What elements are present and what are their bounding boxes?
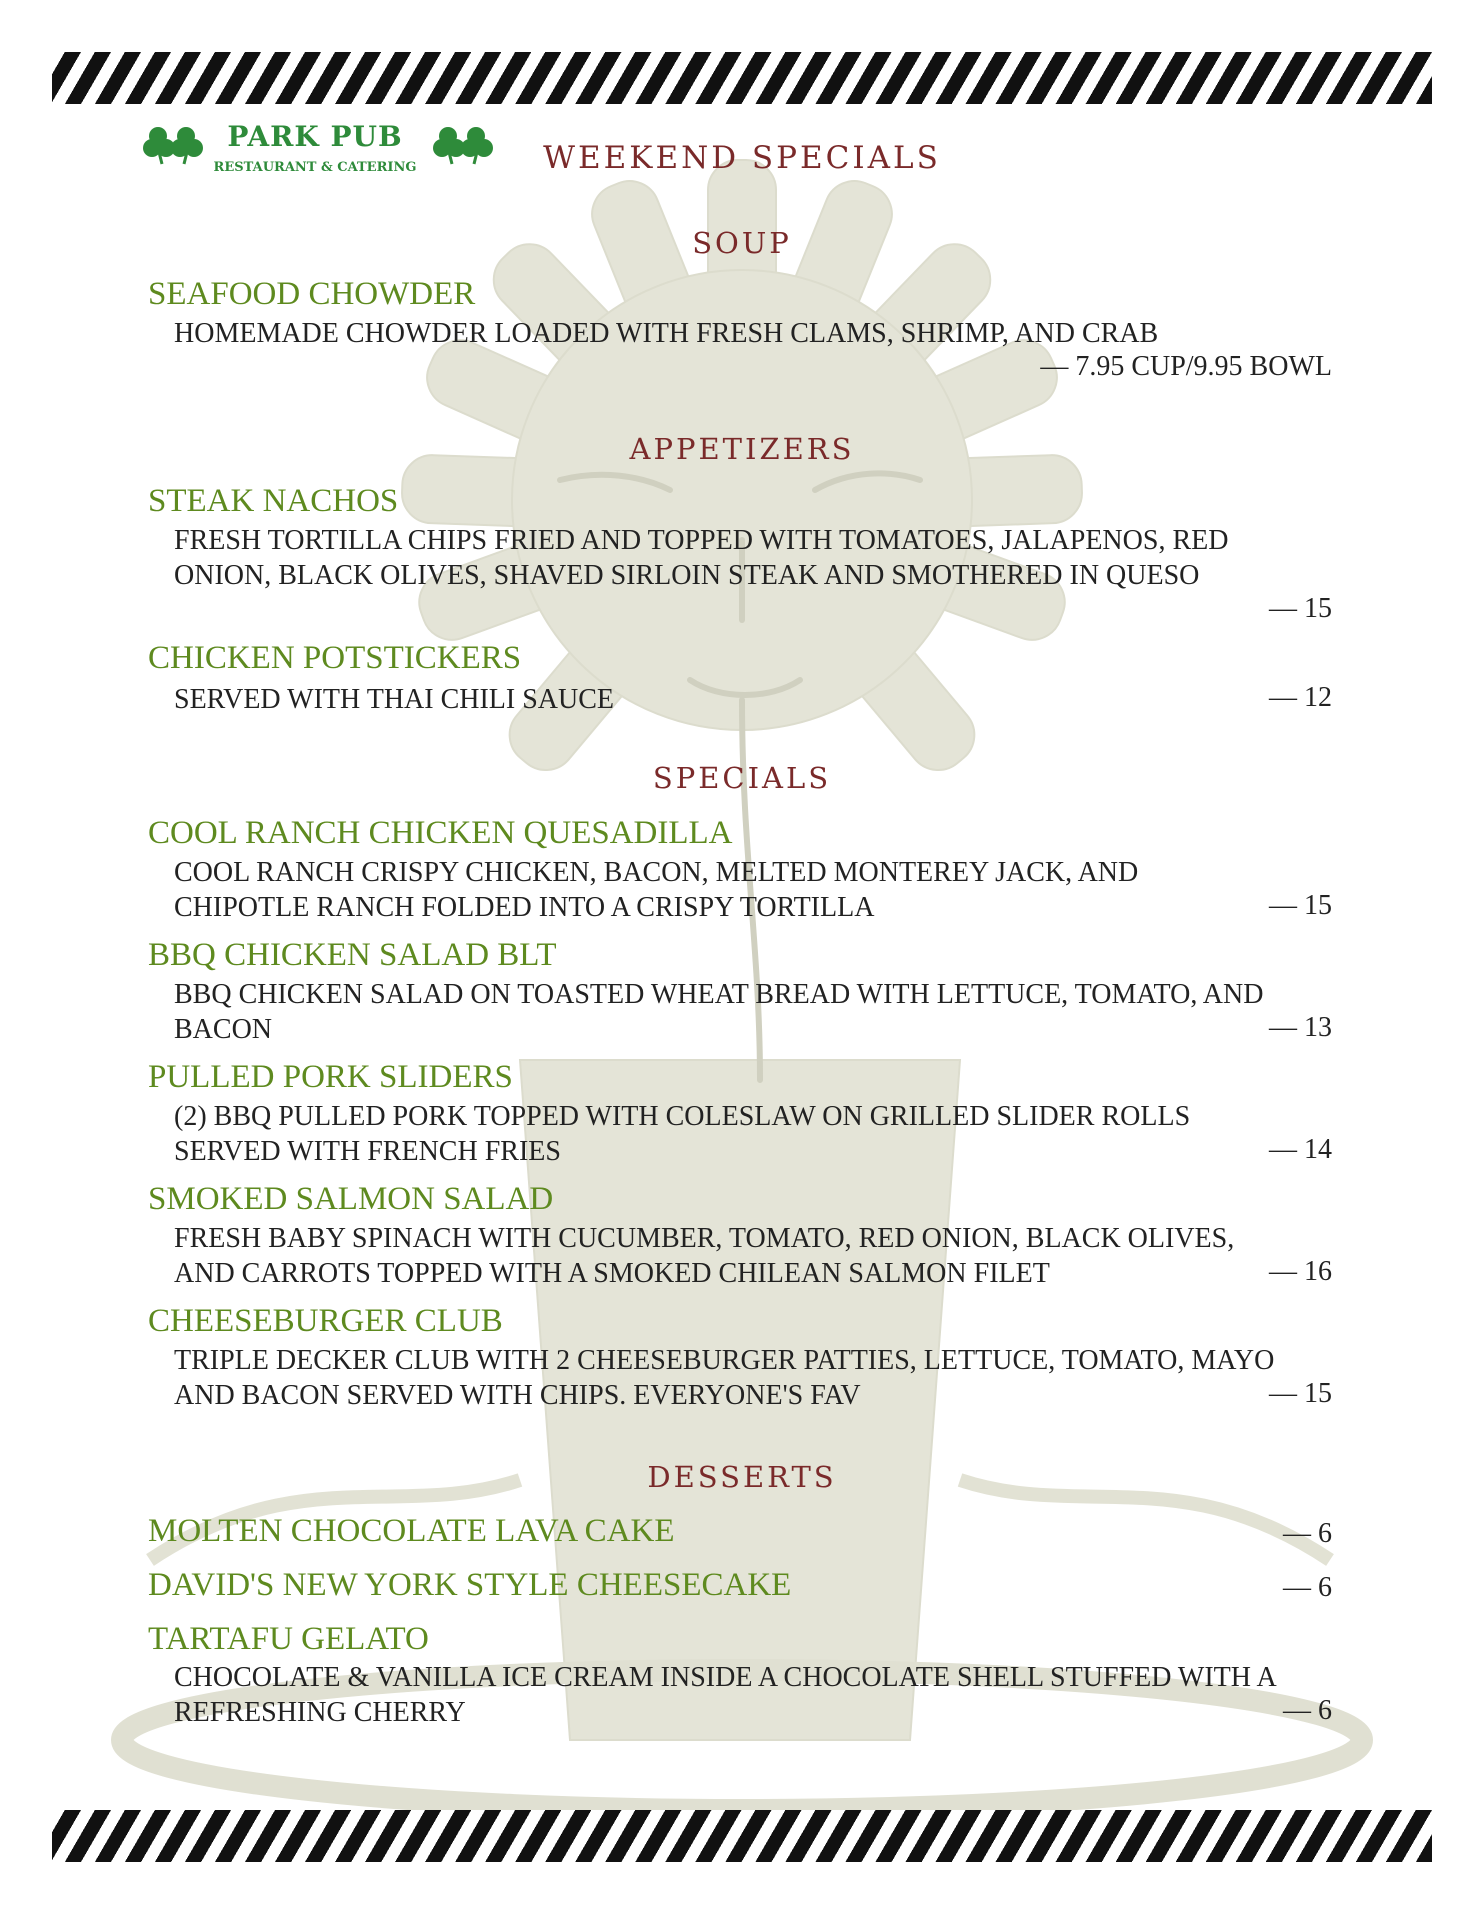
menu-item-description: SERVED WITH THAI CHILI SAUCE: [174, 684, 615, 715]
menu-item-name: PULLED PORK SLIDERS: [148, 1059, 513, 1095]
menu-item-name: STEAK NACHOS: [148, 483, 399, 519]
menu-item-description: BBQ CHICKEN SALAD ON TOASTED WHEAT BREAD WITH LETTUCE, TOMATO, AND BACON: [174, 979, 1264, 1045]
menu-item-price: — 15: [1269, 593, 1332, 624]
menu-item-price: — 13: [1269, 1012, 1332, 1043]
menu-item-description: TRIPLE DECKER CLUB WITH 2 CHEESEBURGER PATTIES, LETTUCE, TOMATO, MAYO AND BACON SERVED WITH CHIPS. EVERYONE'S FAV: [174, 1345, 1275, 1411]
menu-item-name: DAVID'S NEW YORK STYLE CHEESECAKE: [148, 1567, 792, 1603]
menu-item-price: — 14: [1269, 1134, 1332, 1165]
logo-name: PARK PUB: [227, 120, 403, 153]
menu-item-name: TARTAFU GELATO: [148, 1621, 429, 1657]
menu-item-name: MOLTEN CHOCOLATE LAVA CAKE: [148, 1513, 675, 1549]
page-title: WEEKEND SPECIALS: [543, 140, 941, 176]
section-title-appetizers: APPETIZERS: [629, 432, 855, 466]
menu-item-price: — 6: [1283, 1695, 1332, 1726]
menu-item-name: BBQ CHICKEN SALAD BLT: [148, 937, 557, 973]
menu-item-description: FRESH TORTILLA CHIPS FRIED AND TOPPED WITH TOMATOES, JALAPENOS, RED ONION, BLACK OLIVES, SHAVED SIRLOIN STEAK AND SMOTHERED IN QUESO: [174, 525, 1229, 591]
menu-item-name: CHEESEBURGER CLUB: [148, 1303, 503, 1339]
menu-item-description: HOMEMADE CHOWDER LOADED WITH FRESH CLAMS, SHRIMP, AND CRAB: [174, 318, 1159, 349]
menu-item-price: — 16: [1269, 1256, 1332, 1287]
menu-item-description: COOL RANCH CRISPY CHICKEN, BACON, MELTED MONTEREY JACK, AND CHIPOTLE RANCH FOLDED INTO A CRISPY TORTILLA: [174, 857, 1139, 923]
section-title-specials: SPECIALS: [652, 761, 832, 795]
menu-item-name: SEAFOOD CHOWDER: [148, 276, 476, 312]
menu-item-name: COOL RANCH CHICKEN QUESADILLA: [148, 815, 733, 851]
menu-item-price: — 15: [1269, 890, 1332, 921]
top-stripe-border: [52, 52, 1432, 104]
bottom-stripe-border: [52, 1810, 1432, 1862]
menu-item-price: — 6: [1283, 1518, 1332, 1549]
menu-item-price: — 15: [1269, 1378, 1332, 1409]
section-title-desserts: DESSERTS: [647, 1460, 837, 1494]
menu-item-price: — 6: [1283, 1572, 1332, 1603]
menu-item-name: CHICKEN POTSTICKERS: [148, 640, 522, 676]
logo-subtitle: RESTAURANT & CATERING: [213, 160, 417, 175]
menu-item-name: SMOKED SALMON SALAD: [148, 1181, 554, 1217]
menu-item-price: — 7.95 CUP/9.95 BOWL: [1040, 351, 1332, 382]
section-title-soup: SOUP: [692, 226, 792, 260]
menu-item-price: — 12: [1269, 682, 1332, 713]
menu-item-description: FRESH BABY SPINACH WITH CUCUMBER, TOMATO, RED ONION, BLACK OLIVES, AND CARROTS TOPPED WITH A SMOKED CHILEAN SALMON FILET: [174, 1223, 1235, 1289]
menu-item-description: (2) BBQ PULLED PORK TOPPED WITH COLESLAW ON GRILLED SLIDER ROLLS SERVED WITH FRENCH FRIES: [174, 1101, 1191, 1167]
menu-item-description: CHOCOLATE & VANILLA ICE CREAM INSIDE A CHOCOLATE SHELL STUFFED WITH A REFRESHING CHERRY: [174, 1662, 1277, 1728]
